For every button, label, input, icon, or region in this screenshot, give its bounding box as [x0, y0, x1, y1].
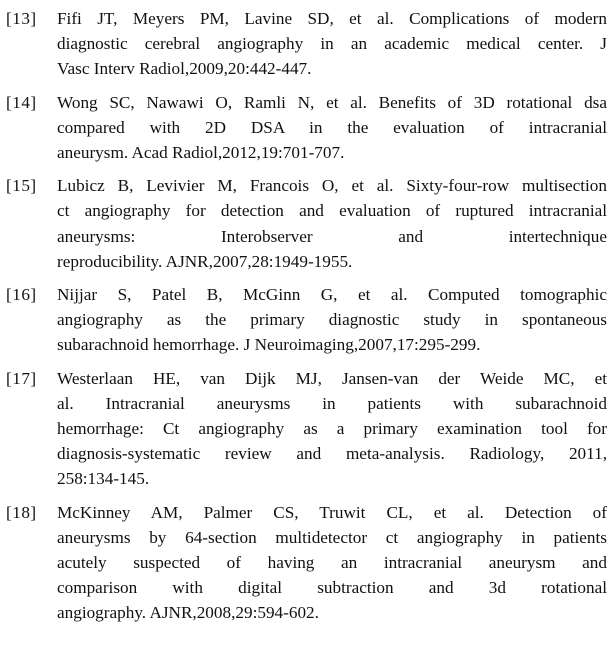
- reference-line: Fifi JT, Meyers PM, Lavine SD, et al. Complications of modern: [57, 9, 607, 28]
- reference-line: Wong SC, Nawawi O, Ramli N, et al. Benefits of 3D rotational dsa: [57, 92, 607, 112]
- reference-line: comparison with digital subtraction and 3d rotational: [57, 578, 607, 598]
- reference-item: [0, 173, 613, 274]
- reference-line: reproducibility. AJNR,2007,28:1949-1955.: [57, 251, 353, 271]
- reference-line: Westerlaan HE, van Dijk MJ, Jansen-van der Weide MC, et: [57, 368, 607, 388]
- reference-line: angiography. AJNR,2008,29:594-602.: [57, 603, 319, 623]
- reference-number: [15]: [6, 176, 37, 196]
- reference-line: Nijjar S, Patel B, McGinn G, et al. Computed tomographic: [57, 285, 607, 305]
- reference-item: [0, 500, 613, 626]
- reference-line: McKinney AM, Palmer CS, Truwit CL, et al. Detection of: [57, 502, 607, 522]
- reference-line: angiography as the primary diagnostic study in spontaneous: [57, 310, 607, 330]
- reference-line: ct angiography for detection and evaluation of ruptured intracranial: [57, 201, 607, 221]
- reference-item: [0, 282, 613, 358]
- reference-line: Lubicz B, Levivier M, Francois O, et al. Sixty-four-row multisection: [57, 176, 607, 196]
- reference-item: [0, 90, 613, 166]
- reference-line: aneurysms: Interobserver and intertechnique: [57, 226, 607, 246]
- reference-line: aneurysm. Acad Radiol,2012,19:701-707.: [57, 143, 345, 163]
- reference-line: compared with 2D DSA in the evaluation of intracranial: [57, 117, 607, 137]
- reference-line: aneurysms by 64-section multidetector ct angiography in patients: [57, 527, 607, 547]
- reference-number: [18]: [6, 502, 37, 522]
- reference-item: [0, 366, 613, 492]
- reference-line: 258:134-145.: [57, 469, 150, 489]
- reference-number: [17]: [6, 368, 37, 388]
- reference-number: [14]: [6, 92, 37, 112]
- reference-line: Vasc Interv Radiol,2009,20:442-447.: [57, 59, 312, 79]
- reference-line: subarachnoid hemorrhage. J Neuroimaging,2007,17:295-299.: [57, 335, 481, 355]
- reference-line: al. Intracranial aneurysms in patients with subarachnoid: [57, 393, 607, 413]
- reference-line: hemorrhage: Ct angiography as a primary examination tool for: [57, 419, 607, 439]
- reference-line: diagnostic cerebral angiography in an academic medical center. J: [57, 34, 607, 54]
- reference-number: [13]: [6, 9, 37, 28]
- reference-line: acutely suspected of having an intracranial aneurysm and: [57, 553, 607, 573]
- reference-line: diagnosis-systematic review and meta-analysis. Radiology, 2011,: [57, 444, 607, 464]
- reference-number: [16]: [6, 285, 37, 305]
- reference-item: [0, 6, 613, 82]
